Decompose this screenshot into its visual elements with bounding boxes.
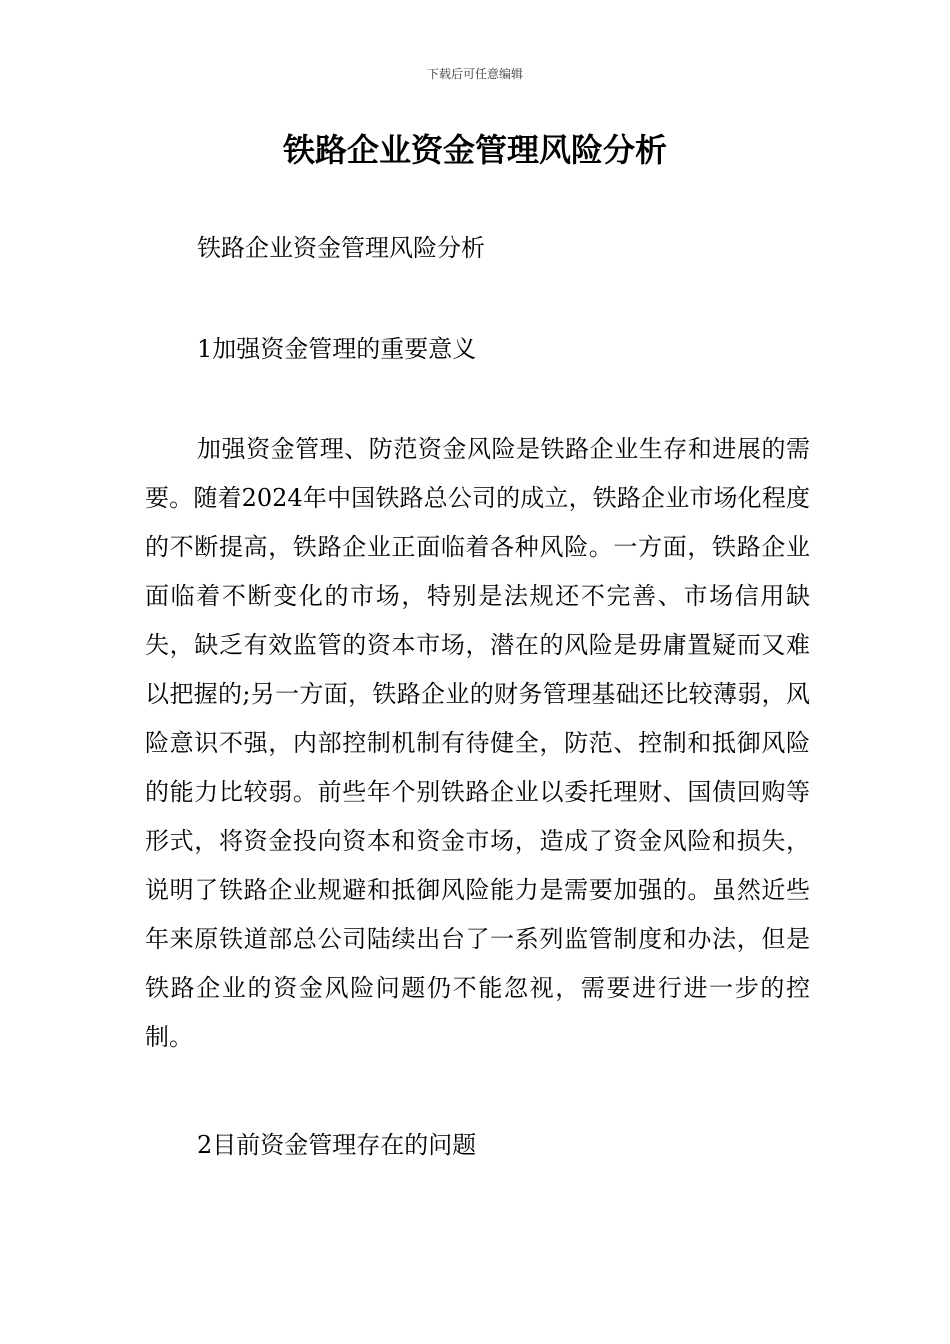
document-subtitle: 铁路企业资金管理风险分析 [197, 234, 485, 262]
section-1-paragraph: 加强资金管理、防范资金风险是铁路企业生存和进展的需要。随着2024年中国铁路总公司的成立，铁路企业市场化程度的不断提高，铁路企业正面临着各种风险。一方面，铁路企业面临着不断变化的市场，特别是法规还不完善、市场信用缺失，缺乏有效监管的资本市场，潜在的风险是毋庸置疑而又难以把握的;另一方面，铁路企业的财务管理基础还比较薄弱，风险意识不强，内部控制机制有待健全，防范、控制和抵御风险的能力比较弱。前些年个别铁路企业以委托理财、国债回购等形式，将资金投向资本和资金市场，造成了资金风险和损失，说明了铁路企业规避和抵御风险能力是需要加强的。虽然近些年来原铁道部总公司陆续出台了一系列监管制度和办法，但是铁路企业的资金风险问题仍不能忽视，需要进行进一步的控制。 [145, 435, 810, 1051]
document-title: 铁路企业资金管理风险分析 [282, 131, 667, 169]
section-2-heading: 2目前资金管理存在的问题 [197, 1131, 477, 1159]
section-1-heading: 1加强资金管理的重要意义 [197, 335, 477, 363]
header-note: 下载后可任意编辑 [426, 67, 523, 81]
